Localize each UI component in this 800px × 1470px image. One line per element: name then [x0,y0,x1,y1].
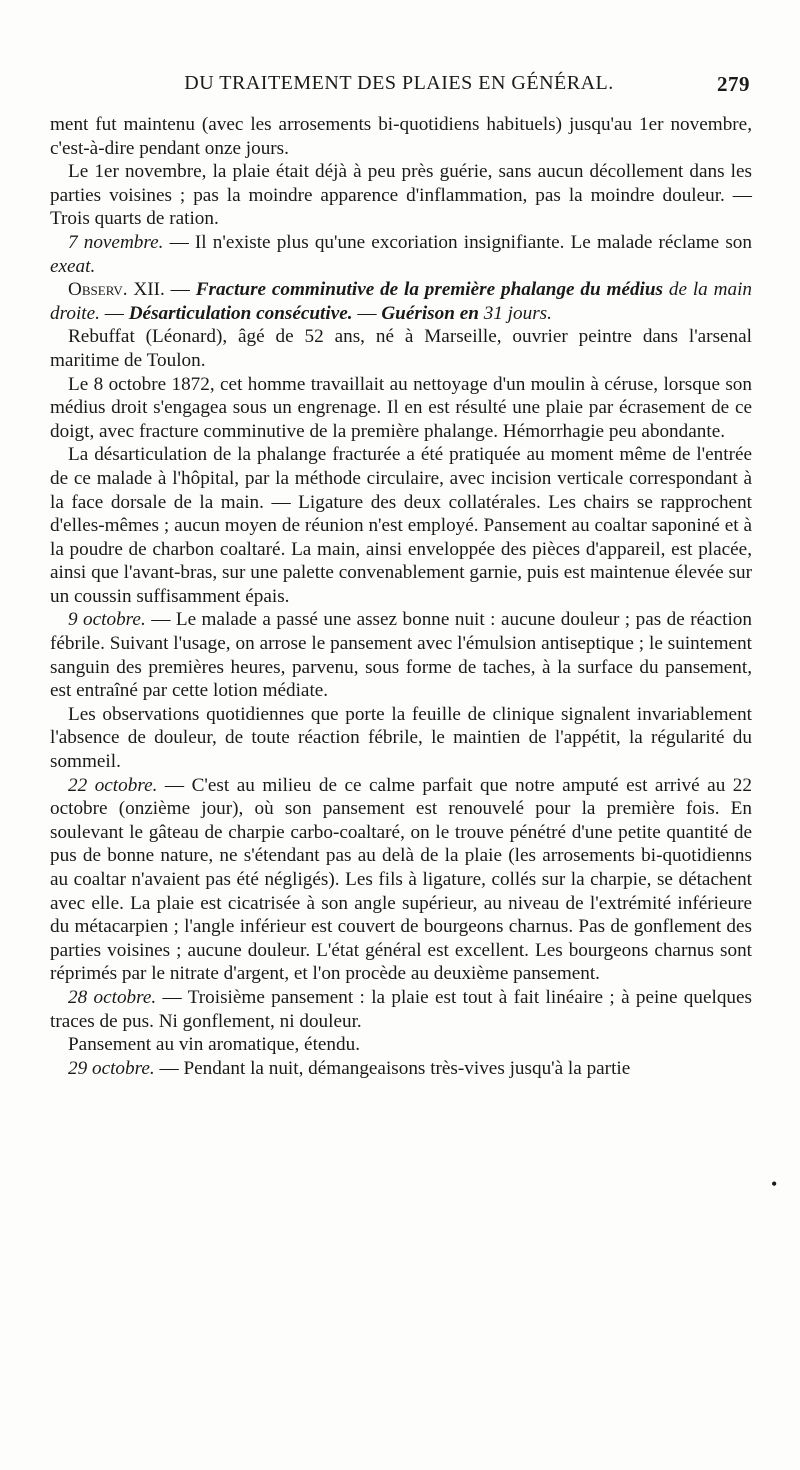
paragraph: Les observations quotidiennes que porte la feuille de clinique signalent invariablement l'absence de douleur, de toute réaction fébrile, le maintien de l'appétit, la régularité du sommeil. [50,703,752,773]
running-head [48,72,750,102]
observation-title: de la main droite. [50,279,752,324]
paragraph [50,608,752,702]
paragraph [50,1057,752,1081]
entry-text: — C'est au milieu de ce calme parfait que notre amputé est arrivé au 22 octobre (onzième jour), où son pansement est renouvelé pour la première fois. En soulevant le gâteau de charpie carbo-coaltaré, on le trouve pénétré d'une petite quantité de pus de bonne nature, ne s'étendant pas au delà de la plaie (les arrosements bi-quotidienns au coaltar n'avaient pas été négligés). Les fils à ligature, collés sur la charpie, se détachent avec elle. La plaie est cicatrisée à son angle supérieur, au niveau de l'extrémité inférieure du métacarpien ; l'angle inférieur est couvert de bourgeons charnus. Pas de gonflement des parties voisines ; aucune douleur. L'état général est excellent. Les bourgeons charnus sont réprimés par le nitrate d'argent, et l'on procède au deuxième pansement. [50,774,752,985]
dash: — [352,302,382,324]
entry-date: 22 octobre. [68,774,158,796]
paragraph: ment fut maintenu (avec les arrosements bi-quotidiens habituels) jusqu'au 1er novembre, c'est-à-dire pendant onze jours. [50,114,752,159]
dash: — [164,279,196,301]
paragraph: Le 1er novembre, la plaie était déjà à peu près guérie, sans aucun décollement dans les parties voisines ; pas la moindre apparence d'inflammation, pas la moindre douleur. — Trois quarts de ration. [50,161,752,230]
paragraph: Rebuffat (Léonard), âgé de 52 ans, né à Marseille, ouvrier peintre dans l'arsenal maritime de Toulon. [50,326,752,371]
paragraph: Pansement au vin aromatique, étendu. [68,1034,360,1056]
dash: — [99,302,129,324]
observation-title: Fracture comminutive de la première phalange du médius [195,279,664,301]
entry-date: 9 octobre. [68,609,146,631]
entry-text: — Il n'existe plus qu'une excoriation insignifiante. Le malade réclame son [163,231,752,253]
paragraph: La désarticulation de la phalange fracturée a été pratiquée au moment même de l'entrée de ce malade à l'hôpital, par la méthode circulaire, avec incision verticale correspondant à la face dorsale de la main. — Ligature des deux collatérales. Les chairs se rapprochent d'elles-mêmes ; aucun moyen de réunion n'est employé. Pansement au coaltar saponiné et à la poudre de charbon coaltaré. La main, ainsi enveloppée des pièces d'appareil, est placée, ainsi que l'avant-bras, sur une palette convenablement garnie, puis est maintenue élevée sur un coussin suffisamment épais. [50,444,752,607]
running-title: DU TRAITEMENT DES PLAIES EN GÉNÉRAL. [184,72,614,94]
latin-term: exeat. [50,255,96,277]
observation-label: Observ. XII. [68,279,165,301]
entry-text: — Pendant la nuit, démangeaisons très-vives jusqu'à la partie [154,1057,631,1079]
entry-text: — Le malade a passé une assez bonne nuit : aucune douleur ; pas de réaction fébrile. Suivant l'usage, on arrose le pansement avec l'émulsion antiseptique ; le suintement sanguin des premières heures, parvenu, sous forme de taches, à la surface du pansement, est entraîné par cette lotion médiate. [50,609,752,702]
page-number: 279 [717,72,750,96]
observation-title: Guérison en [381,302,479,324]
paragraph [50,986,752,1033]
entry-date: 7 novembre. [68,231,164,253]
page-body [50,113,752,1080]
margin-mark: • [771,1174,778,1194]
entry-text: — Troisième pansement : la plaie est tout à fait linéaire ; à peine quelques traces de pus. Ni gonflement, ni douleur. [50,986,752,1032]
observation-heading [50,278,752,325]
paragraph [50,774,752,986]
paragraph: Le 8 octobre 1872, cet homme travaillait au nettoyage d'un moulin à céruse, lorsque son médius droit s'engagea sous un engrenage. Il en est résulté une plaie par écrasement de ce doigt, avec fracture comminutive de la première phalange. Hémorrhagie peu abondante. [50,373,752,442]
observation-title: 31 jours. [478,302,552,324]
paragraph [50,231,752,278]
observation-title: Désarticulation consécutive. [128,302,353,324]
entry-date: 28 octobre. [68,986,157,1008]
entry-date: 29 octobre. [68,1057,155,1079]
